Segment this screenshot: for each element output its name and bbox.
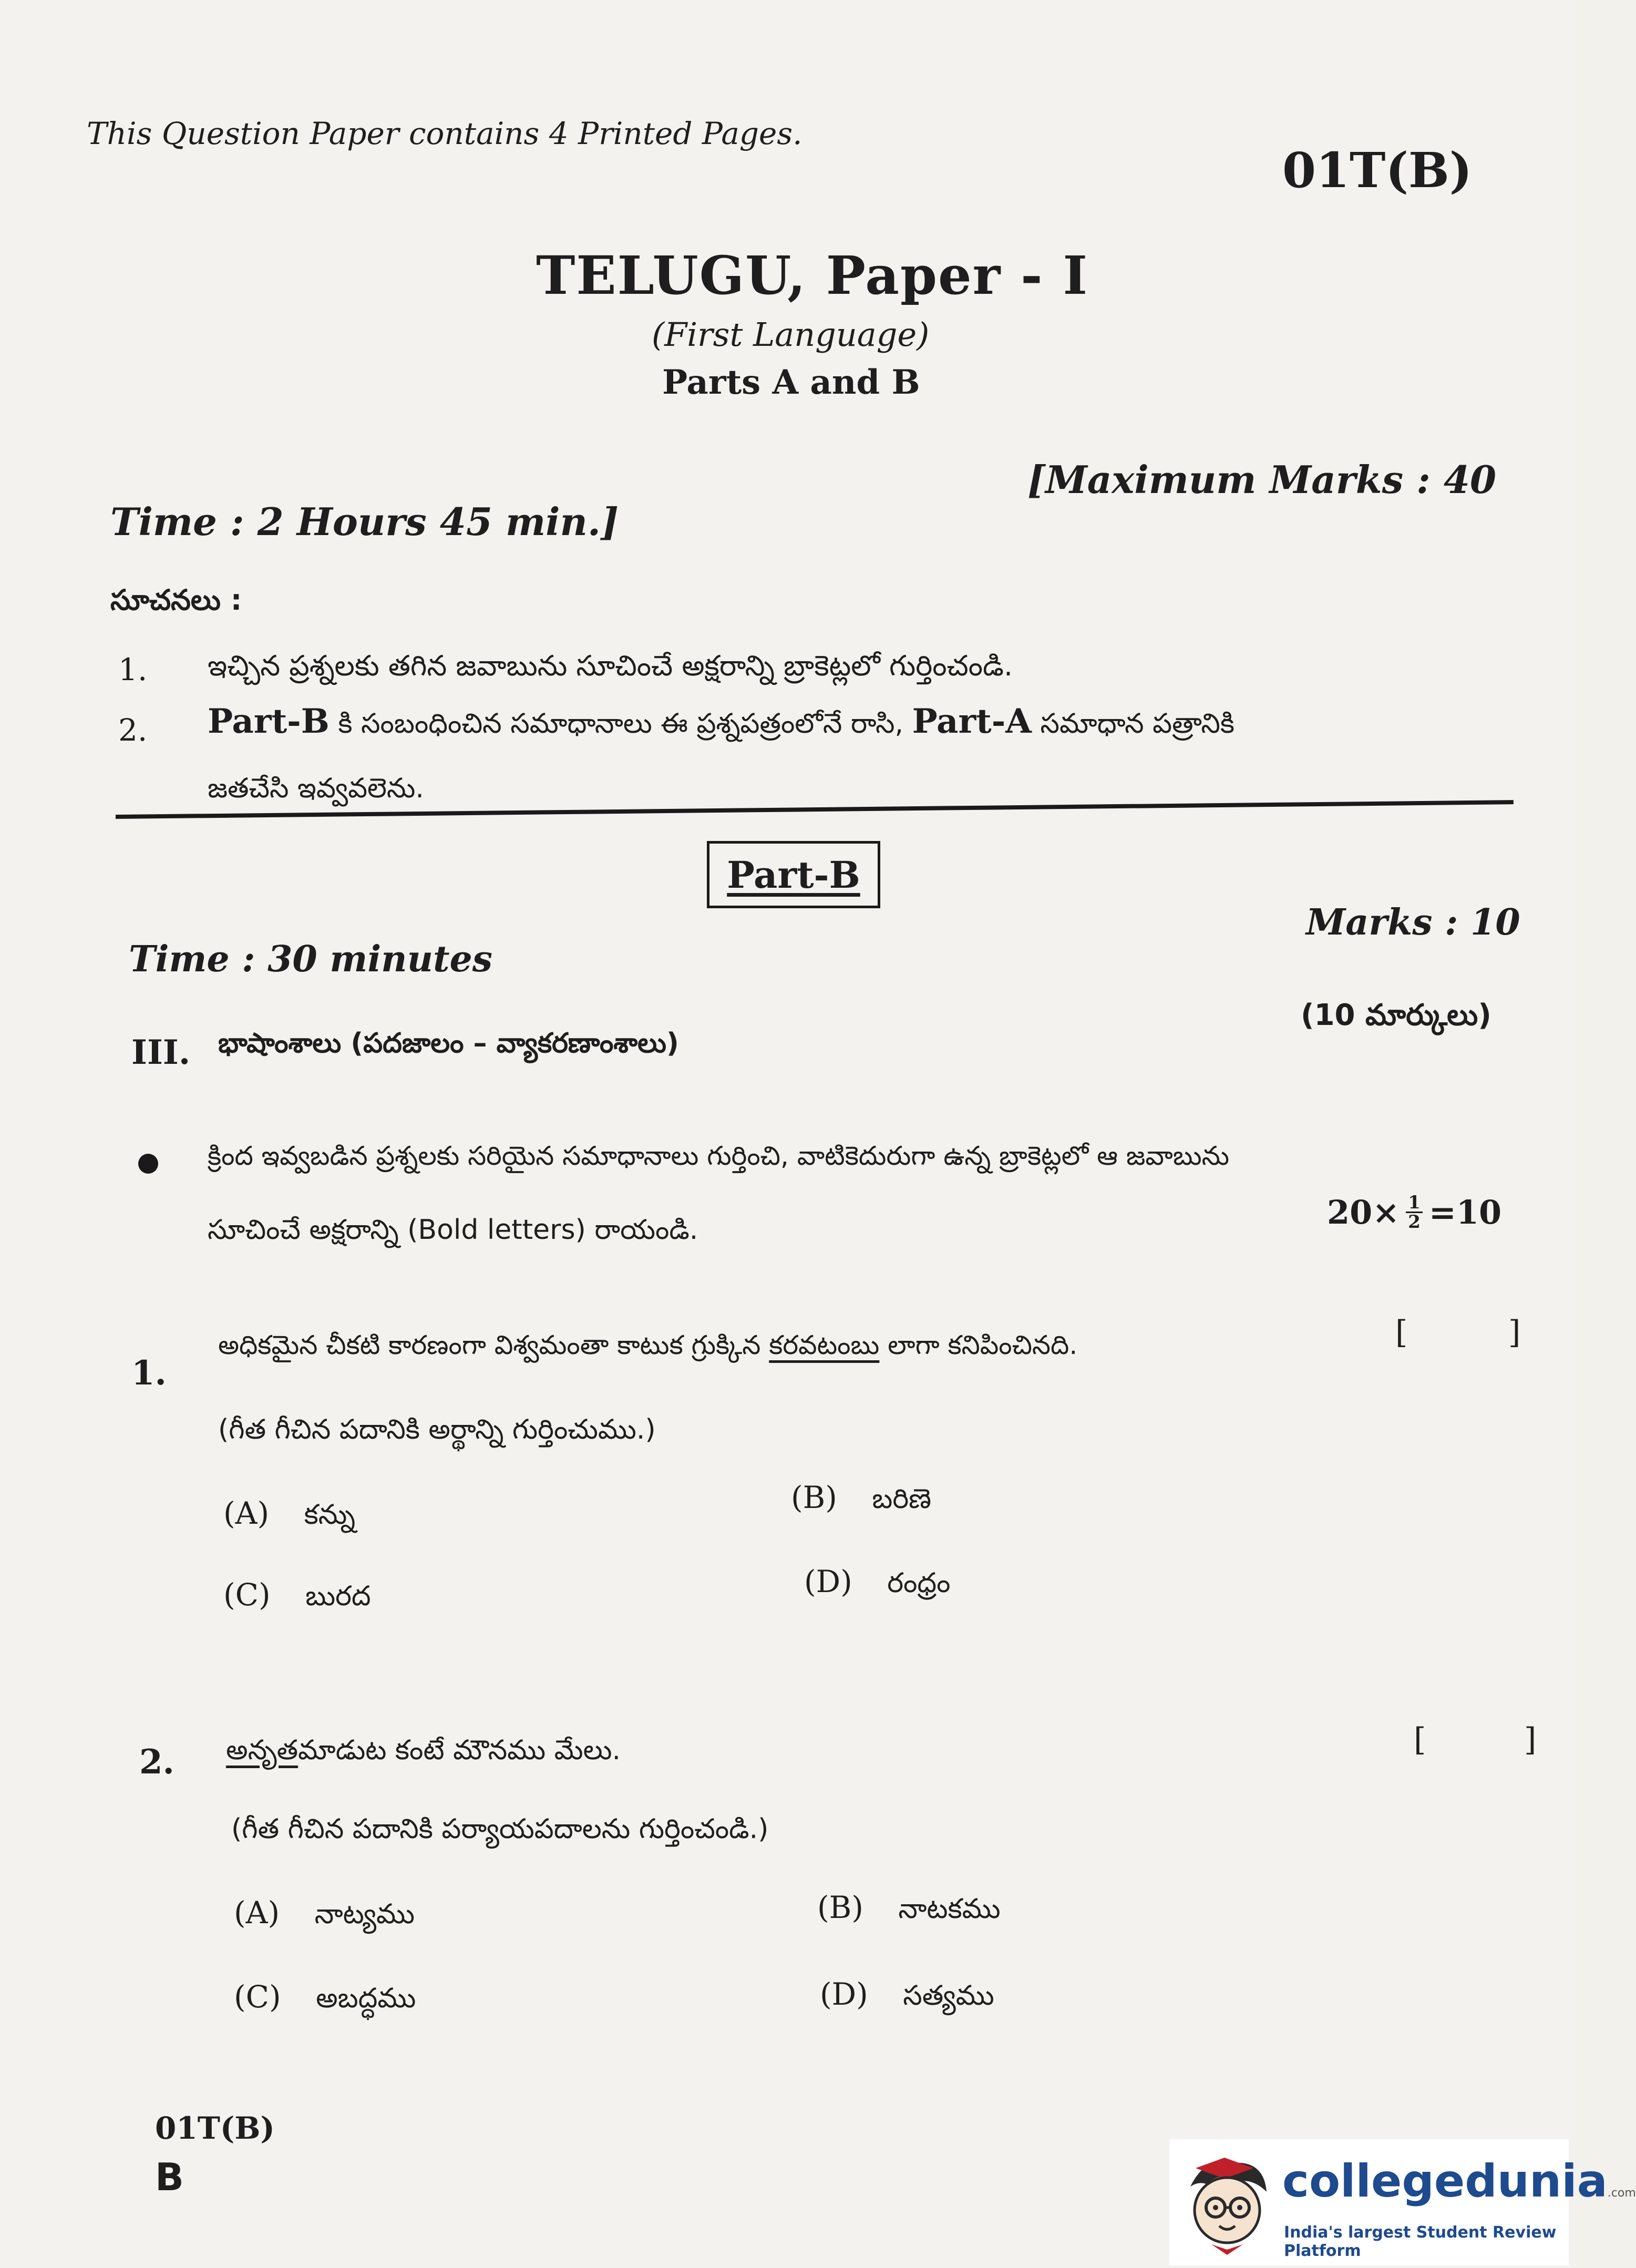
section-marks xyxy=(1301,996,1491,1040)
question-1-text-after: లాగా కనిపించినది. xyxy=(879,1330,1078,1360)
part-b-label: Part-B xyxy=(707,841,880,908)
paper-parts: Parts A and B xyxy=(662,363,920,402)
paper-subtitle: (First Language) xyxy=(652,315,930,354)
footer-series: B xyxy=(155,2155,184,2199)
question-2-bracket-open: [ xyxy=(1414,1721,1426,1758)
option-text: అబద్ధము xyxy=(316,1983,416,2014)
section-marks-text: (10 మార్కులు) xyxy=(1301,998,1491,1032)
brand-name xyxy=(1282,2155,1636,2208)
direction-line-2: సూచించే అక్షరాన్ని (Bold letters) రాయండి. xyxy=(208,1214,698,1246)
instruction-2-part-b: Part-B xyxy=(208,702,330,741)
question-1-text xyxy=(218,1330,1077,1367)
marks-formula-fraction xyxy=(1406,1194,1423,1231)
question-1-bracket-open: [ xyxy=(1395,1314,1408,1351)
option-label: (A) xyxy=(223,1495,270,1531)
question-1-number: 1. xyxy=(131,1353,167,1393)
option-text: కన్ను xyxy=(304,1499,355,1531)
question-2-underlined-word: అనృత xyxy=(226,1735,299,1766)
section-title: భాషాంశాలు (పదజాలం – వ్యాకరణాంశాలు) xyxy=(218,1028,679,1059)
marks-formula-left: 20× xyxy=(1327,1193,1400,1232)
marks-formula xyxy=(1327,1193,1501,1232)
question-1-option-b xyxy=(791,1480,931,1522)
brand-text: collegedunia xyxy=(1282,2155,1608,2208)
instruction-2-number: 2. xyxy=(118,712,148,748)
instruction-1-number: 1. xyxy=(118,652,148,687)
option-text: రంధ్రం xyxy=(887,1567,951,1599)
option-label: (D) xyxy=(804,1564,852,1599)
instruction-1-text: ఇచ్చిన ప్రశ్నలకు తగిన జవాబును సూచించే అక్షరాన్ని బ్రాకెట్లలో గుర్తించండి. xyxy=(208,649,1013,682)
maximum-marks: [Maximum Marks : 40 xyxy=(1027,457,1497,502)
option-label: (B) xyxy=(817,1890,863,1925)
marks-formula-numerator: 1 xyxy=(1406,1194,1423,1213)
question-1-bracket-close: ] xyxy=(1508,1314,1521,1351)
question-1-option-c xyxy=(223,1577,371,1619)
question-2-bracket-close: ] xyxy=(1524,1721,1537,1758)
marks-formula-right: =10 xyxy=(1428,1193,1502,1232)
student-mascot-icon xyxy=(1175,2150,1280,2255)
instruction-2-line-2: జతచేసి ఇవ్వవలెను. xyxy=(208,773,424,804)
question-1-underlined-word: కరవటంబు xyxy=(769,1330,880,1360)
question-2-option-b xyxy=(817,1890,1001,1932)
instruction-2-text xyxy=(208,702,1234,746)
option-text: నాట్యము xyxy=(314,1898,415,1930)
marks-formula-denominator: 2 xyxy=(1408,1212,1421,1233)
paper-code: 01T(B) xyxy=(1282,142,1473,199)
option-label: (C) xyxy=(234,1979,281,2015)
question-1-option-d xyxy=(804,1564,950,1606)
question-2-option-c xyxy=(234,1979,416,2021)
paper-title: TELUGU, Paper - I xyxy=(536,244,1089,306)
question-2-option-a xyxy=(234,1895,415,1937)
part-b-time: Time : 30 minutes xyxy=(129,938,493,980)
bullet-icon xyxy=(138,1154,158,1174)
option-label: (A) xyxy=(234,1895,280,1931)
option-label: (B) xyxy=(791,1480,837,1515)
instruction-2-part-a: Part-A xyxy=(912,702,1032,741)
direction-line-1: క్రింద ఇవ్వబడిన ప్రశ్నలకు సరియైన సమాధానాలు గుర్తించి, వాటికెదురుగా ఉన్న బ్రాకెట్లలో ఆ జవాబును xyxy=(208,1141,1230,1171)
question-2-text-after: మాడుట కంటే మౌనము మేలు. xyxy=(298,1735,621,1766)
brand-tagline: India's largest Student Review Platform xyxy=(1284,2223,1557,2260)
instruction-2-suffix: సమాధాన పత్రానికి xyxy=(1031,708,1235,740)
question-2-instruction: (గీత గీచిన పదానికి పర్యాయపదాలను గుర్తించండి.) xyxy=(231,1813,769,1845)
exam-time: Time : 2 Hours 45 min.] xyxy=(110,499,619,544)
collegedunia-watermark xyxy=(1169,2139,1636,2265)
option-text: బురద xyxy=(305,1581,371,1612)
question-1-instruction: (గీత గీచిన పదానికి అర్థాన్ని గుర్తించుము.) xyxy=(218,1414,656,1445)
option-text: బరిణె xyxy=(872,1483,932,1515)
printed-pages-note: This Question Paper contains 4 Printed Pages. xyxy=(87,116,802,151)
brand-dotcom: .com xyxy=(1607,2187,1636,2200)
footer-paper-code: 01T(B) xyxy=(155,2110,275,2146)
option-label: (D) xyxy=(820,1976,868,2012)
option-label: (C) xyxy=(223,1577,271,1613)
question-2-text xyxy=(226,1735,621,1773)
option-text: సత్యము xyxy=(903,1980,994,2012)
option-text: నాటకము xyxy=(898,1893,1001,1925)
part-b-marks: Marks : 10 xyxy=(1306,901,1520,943)
instructions-heading: సూచనలు : xyxy=(110,583,242,617)
question-2-option-d xyxy=(820,1976,994,2018)
section-number: III. xyxy=(131,1033,191,1072)
question-2-number: 2. xyxy=(139,1742,174,1782)
question-1-text-before: అధికమైన చీకటి కారణంగా విశ్వమంతా కాటుక గ్రుక్కిన xyxy=(218,1330,769,1360)
question-1-option-a xyxy=(223,1495,355,1537)
instruction-2-mid: కి సంబంధించిన సమాధానాలు ఈ ప్రశ్నపత్రంలోనే రాసి, xyxy=(329,708,912,740)
